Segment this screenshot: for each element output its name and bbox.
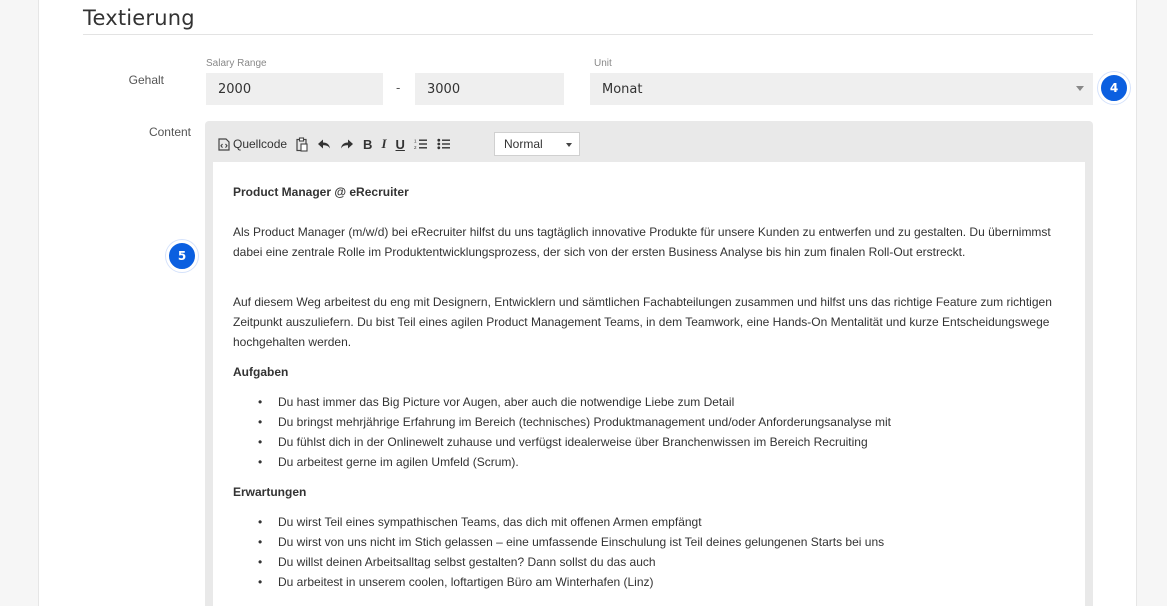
unit-select[interactable] <box>590 73 1093 105</box>
list-item: • Du wirst Teil eines sympathischen Teams, das dich mit offenen Armen empfängt <box>258 512 1065 532</box>
doc-expectations-list <box>233 512 1065 592</box>
clipboard-icon <box>296 137 308 152</box>
redo-icon <box>340 138 354 150</box>
underline-button[interactable] <box>396 133 405 155</box>
italic-button[interactable] <box>381 133 386 155</box>
range-separator: - <box>396 80 401 95</box>
chevron-down-icon <box>566 143 572 147</box>
editor-content[interactable] <box>213 162 1085 606</box>
undo-icon <box>317 138 331 150</box>
svg-text:1: 1 <box>413 138 417 144</box>
editor-toolbar <box>218 132 460 156</box>
undo-button[interactable] <box>317 133 331 155</box>
content-label: Content <box>148 125 191 139</box>
numbered-list-icon <box>414 138 428 150</box>
section-divider <box>83 34 1093 35</box>
doc-expectations-heading: Erwartungen <box>233 485 307 499</box>
doc-paragraph-1: Als Product Manager (m/w/d) bei eRecruiter hilfst du uns tagtäglich innovative Produkte für unsere Kunden zu entwerfen und zu gestalten. Du übernimmst dabei eine zentrale Rolle im Produktentwicklungsprozess, der sich von der ersten Business Analyse bis hin zum finalen Roll-Out erstreckt. <box>233 225 1051 259</box>
bold-button[interactable] <box>363 133 372 155</box>
chevron-down-icon <box>1076 86 1084 91</box>
bold-icon: B <box>363 136 373 152</box>
step-badge-5: 5 <box>166 240 198 272</box>
list-item: • Du arbeitest gerne im agilen Umfeld (Scrum). <box>258 452 1065 472</box>
salary-range-label: Salary Range <box>206 58 267 69</box>
list-item: • Du hast immer das Big Picture vor Augen, aber auch die notwendige Liebe zum Detail <box>258 392 1065 412</box>
salary-max-input[interactable]: 3000 <box>415 73 564 105</box>
list-item: • Du bringst mehrjährige Erfahrung im Bereich (technisches) Produktmanagement und/oder Anforderungsanalyse mit <box>258 412 1065 432</box>
list-item: • Du fühlst dich in der Onlinewelt zuhause und verfügst idealerweise über Branchenwissen im Bereich Recruiting <box>258 432 1065 452</box>
section-title: Textierung <box>83 6 195 30</box>
source-code-icon <box>218 138 230 151</box>
doc-heading: Product Manager @ eRecruiter <box>233 185 409 199</box>
bulleted-list-button[interactable] <box>437 133 451 155</box>
format-dropdown-value: Normal <box>504 137 543 151</box>
unit-label: Unit <box>594 58 612 69</box>
gehalt-label: Gehalt <box>128 73 164 87</box>
numbered-list-button[interactable] <box>414 133 428 155</box>
italic-icon: I <box>381 136 387 151</box>
step-badge-4: 4 <box>1098 72 1130 104</box>
format-dropdown[interactable] <box>494 132 580 156</box>
svg-text:2: 2 <box>413 145 417 150</box>
doc-paragraph-2: Auf diesem Weg arbeitest du eng mit Designern, Entwicklern und sämtlichen Fachabteilungen zusammen und hilfst uns das richtige Feature zum richtigen Zeitpunkt auszuliefern. Du bist Teil eines agilen Product Management Teams, in dem Teamwork, eine Hands-On Mentalität und kurze Entscheidungswege hochgehalten werden. <box>233 295 1052 349</box>
source-button[interactable] <box>218 133 287 155</box>
bulleted-list-icon <box>437 138 451 150</box>
list-item: • Du willst deinen Arbeitsalltag selbst gestalten? Dann sollst du das auch <box>258 552 1065 572</box>
underline-icon: U <box>395 136 405 152</box>
doc-tasks-list <box>233 392 1065 472</box>
list-item: • Du arbeitest in unserem coolen, loftartigen Büro am Winterhafen (Linz) <box>258 572 1065 592</box>
unit-select-value: Monat <box>602 82 643 97</box>
salary-min-input[interactable]: 2000 <box>206 73 383 105</box>
doc-tasks-heading: Aufgaben <box>233 365 289 379</box>
source-button-label: Quellcode <box>233 137 288 151</box>
list-item: • Du wirst von uns nicht im Stich gelassen – eine umfassende Einschulung ist Teil deines gelungenen Starts bei uns <box>258 532 1065 552</box>
paste-button[interactable] <box>296 133 308 155</box>
redo-button[interactable] <box>340 133 354 155</box>
